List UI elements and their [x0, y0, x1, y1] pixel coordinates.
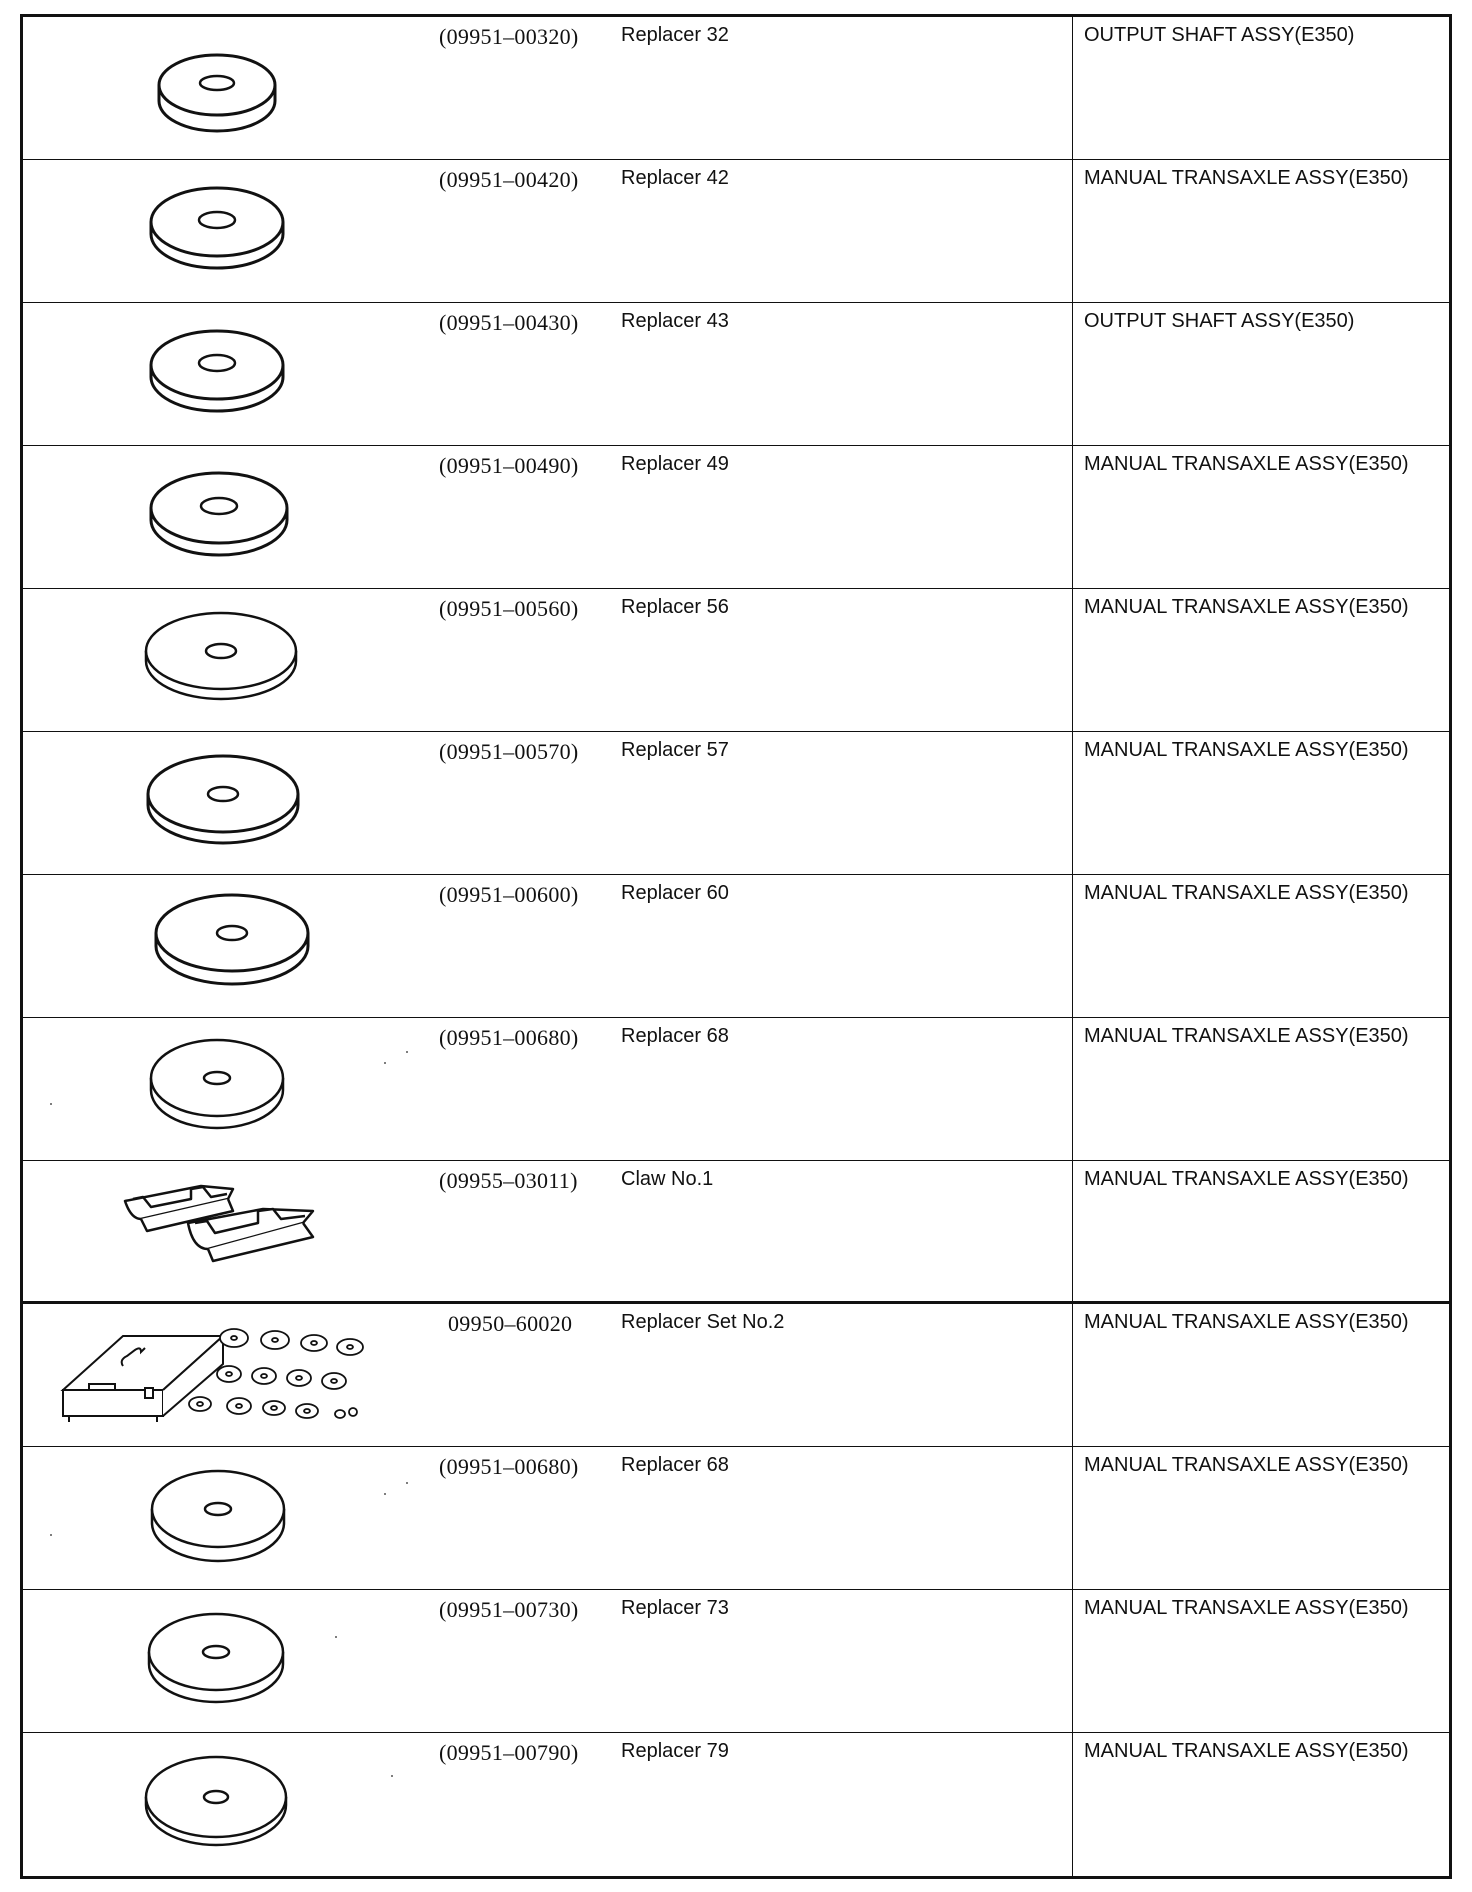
replacer-disc-icon [23, 446, 423, 588]
column-divider [1072, 17, 1073, 159]
replacer-disc-icon [23, 589, 423, 731]
part-number: (09951–00680) [439, 1454, 579, 1479]
tool-usage: MANUAL TRANSAXLE ASSY(E350) [1084, 1454, 1409, 1476]
replacer-disc-icon [23, 303, 423, 445]
column-divider [1072, 732, 1073, 874]
table-row [23, 1447, 1449, 1590]
table-row [23, 17, 1449, 160]
part-number: (09951–00490) [439, 453, 579, 478]
tool-usage: MANUAL TRANSAXLE ASSY(E350) [1084, 1311, 1409, 1333]
tool-usage: MANUAL TRANSAXLE ASSY(E350) [1084, 739, 1409, 761]
replacer-disc-icon [23, 732, 423, 874]
tool-name: Replacer 68 [621, 1025, 729, 1047]
replacer-disc-icon [23, 1447, 423, 1589]
table-row [23, 446, 1449, 589]
tool-usage: MANUAL TRANSAXLE ASSY(E350) [1084, 596, 1409, 618]
column-divider [1072, 1304, 1073, 1446]
tool-name: Replacer 57 [621, 739, 729, 761]
replacer-disc-icon [23, 1590, 423, 1732]
table-row [23, 875, 1449, 1018]
tool-usage: MANUAL TRANSAXLE ASSY(E350) [1084, 1025, 1409, 1047]
column-divider [1072, 303, 1073, 445]
part-number: (09951–00600) [439, 882, 579, 907]
column-divider [1072, 1018, 1073, 1160]
replacer-disc-icon [23, 160, 423, 302]
column-divider [1072, 589, 1073, 731]
column-divider [1072, 1447, 1073, 1589]
tool-usage: OUTPUT SHAFT ASSY(E350) [1084, 24, 1355, 46]
tool-name: Replacer 43 [621, 310, 729, 332]
column-divider [1072, 1733, 1073, 1876]
table-row [23, 1304, 1449, 1447]
tool-usage: MANUAL TRANSAXLE ASSY(E350) [1084, 1597, 1409, 1619]
replacer-disc-icon [23, 1733, 423, 1876]
tool-usage: MANUAL TRANSAXLE ASSY(E350) [1084, 1740, 1409, 1762]
table-row [23, 1018, 1449, 1161]
tool-usage: OUTPUT SHAFT ASSY(E350) [1084, 310, 1355, 332]
replacer-set-case-icon [23, 1304, 423, 1446]
column-divider [1072, 1161, 1073, 1301]
claw-icon [23, 1161, 423, 1301]
table-row [23, 160, 1449, 303]
tool-usage: MANUAL TRANSAXLE ASSY(E350) [1084, 882, 1409, 904]
part-number: (09955–03011) [439, 1168, 578, 1193]
tool-name: Replacer 56 [621, 596, 729, 618]
column-divider [1072, 446, 1073, 588]
table-row [23, 303, 1449, 446]
tool-name: Replacer Set No.2 [621, 1311, 785, 1333]
part-number: (09951–00430) [439, 310, 579, 335]
table-row [23, 1161, 1449, 1304]
tool-name: Replacer 60 [621, 882, 729, 904]
part-number: (09951–00560) [439, 596, 579, 621]
tool-name: Replacer 73 [621, 1597, 729, 1619]
part-number: (09951–00680) [439, 1025, 579, 1050]
table-row [23, 589, 1449, 732]
part-number: (09951–00730) [439, 1597, 579, 1622]
part-number: (09951–00420) [439, 167, 579, 192]
table-row [23, 1733, 1449, 1876]
column-divider [1072, 1590, 1073, 1732]
column-divider [1072, 875, 1073, 1017]
part-number: 09950–60020 [448, 1311, 573, 1336]
replacer-disc-icon [23, 875, 423, 1017]
tool-name: Claw No.1 [621, 1168, 714, 1190]
tool-usage: MANUAL TRANSAXLE ASSY(E350) [1084, 453, 1409, 475]
tool-name: Replacer 79 [621, 1740, 729, 1762]
tool-usage: MANUAL TRANSAXLE ASSY(E350) [1084, 1168, 1409, 1190]
tool-name: Replacer 68 [621, 1454, 729, 1476]
tool-name: Replacer 49 [621, 453, 729, 475]
column-divider [1072, 160, 1073, 302]
part-number: (09951–00790) [439, 1740, 579, 1765]
table-row [23, 1590, 1449, 1733]
replacer-disc-icon [23, 1018, 423, 1160]
table-row [23, 732, 1449, 875]
part-number: (09951–00570) [439, 739, 579, 764]
part-number: (09951–00320) [439, 24, 579, 49]
special-tools-table [20, 14, 1452, 1879]
tool-usage: MANUAL TRANSAXLE ASSY(E350) [1084, 167, 1409, 189]
replacer-disc-icon [23, 17, 423, 159]
tool-name: Replacer 32 [621, 24, 729, 46]
tool-name: Replacer 42 [621, 167, 729, 189]
